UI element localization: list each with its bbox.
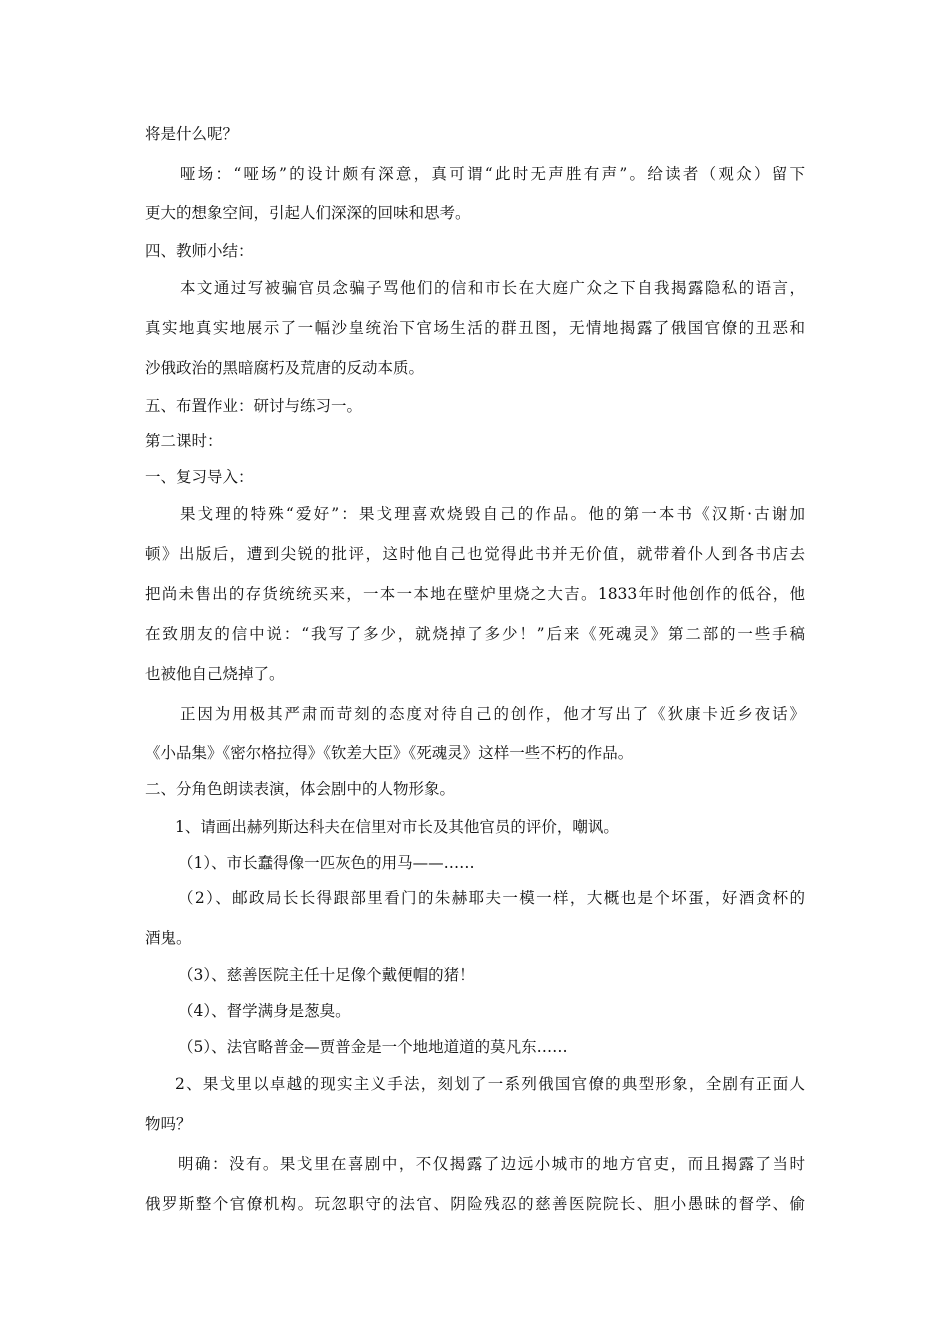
text-line: 更大的想象空间，引起人们深深的回味和思考。 [145,204,471,222]
text-line: （2）、邮政局长长得跟部里看门的朱赫耶夫一模一样，大概也是个坏蛋，好酒贪杯的 [178,889,805,907]
text-line: 《小品集》《密尔格拉得》《钦差大臣》《死魂灵》这样一些不朽的作品。 [145,744,634,762]
text-line: 果戈理的特殊“爱好”：果戈理喜欢烧毁自己的作品。他的第一本书《汉斯·古谢加 [180,505,805,523]
text-line: 明确：没有。果戈里在喜剧中，不仅揭露了边远小城市的地方官吏，而且揭露了当时 [178,1155,805,1173]
text-line: 正因为用极其严肃而苛刻的态度对待自己的创作，他才写出了《狄康卡近乡夜话》 [180,705,805,723]
section-heading: 一、复习导入： [145,468,254,486]
text-line: 也被他自己烧掉了。 [145,665,285,683]
text-line: 2、果戈里以卓越的现实主义手法，刻划了一系列俄国官僚的典型形象，全剧有正面人 [175,1075,805,1093]
section-heading: 二、分角色朗读表演，体会剧中的人物形象。 [145,780,456,798]
text-line: 物吗？ [145,1115,192,1133]
section-heading: 五、布置作业：研讨与练习一。 [145,397,363,415]
text-line: 哑场：“哑场”的设计颇有深意，真可谓“此时无声胜有声”。给读者（观众）留下 [180,165,805,183]
text-line: 真实地真实地展示了一幅沙皇统治下官场生活的群丑图，无情地揭露了俄国官僚的丑恶和 [145,319,805,337]
section-heading: 第二课时： [145,432,223,450]
text-line: 在致朋友的信中说：“我写了多少，就烧掉了多少！”后来《死魂灵》第二部的一些手稿 [145,625,805,643]
text-line: （5）、法官略普金—贾普金是一个地地道道的莫凡东…… [178,1038,568,1056]
text-line: 将是什么呢？ [145,125,239,143]
text-line: （3）、慈善医院主任十足像个戴便帽的猪！ [178,966,475,984]
section-heading: 四、教师小结： [145,242,254,260]
text-line: 1、请画出赫列斯达科夫在信里对市长及其他官员的评价，嘲讽。 [175,818,619,836]
text-line: 顿》出版后，遭到尖锐的批评，这时他自己也觉得此书并无价值，就带着仆人到各书店去 [145,545,805,563]
text-line: 沙俄政治的黑暗腐朽及荒唐的反动本质。 [145,359,425,377]
text-line: （1）、市长蠢得像一匹灰色的用马——…… [178,854,475,872]
text-line: 把尚未售出的存货统统买来，一本一本地在壁炉里烧之大吉。1833年时他创作的低谷，他 [145,585,805,603]
text-line: 本文通过写被骗官员念骗子骂他们的信和市长在大庭广众之下自我揭露隐私的语言， [180,279,805,297]
text-line: 俄罗斯整个官僚机构。玩忽职守的法官、阴险残忍的慈善医院院长、胆小愚昧的督学、偷 [145,1195,805,1213]
text-line: （4）、督学满身是葱臭。 [178,1002,351,1020]
text-line: 酒鬼。 [145,929,192,947]
